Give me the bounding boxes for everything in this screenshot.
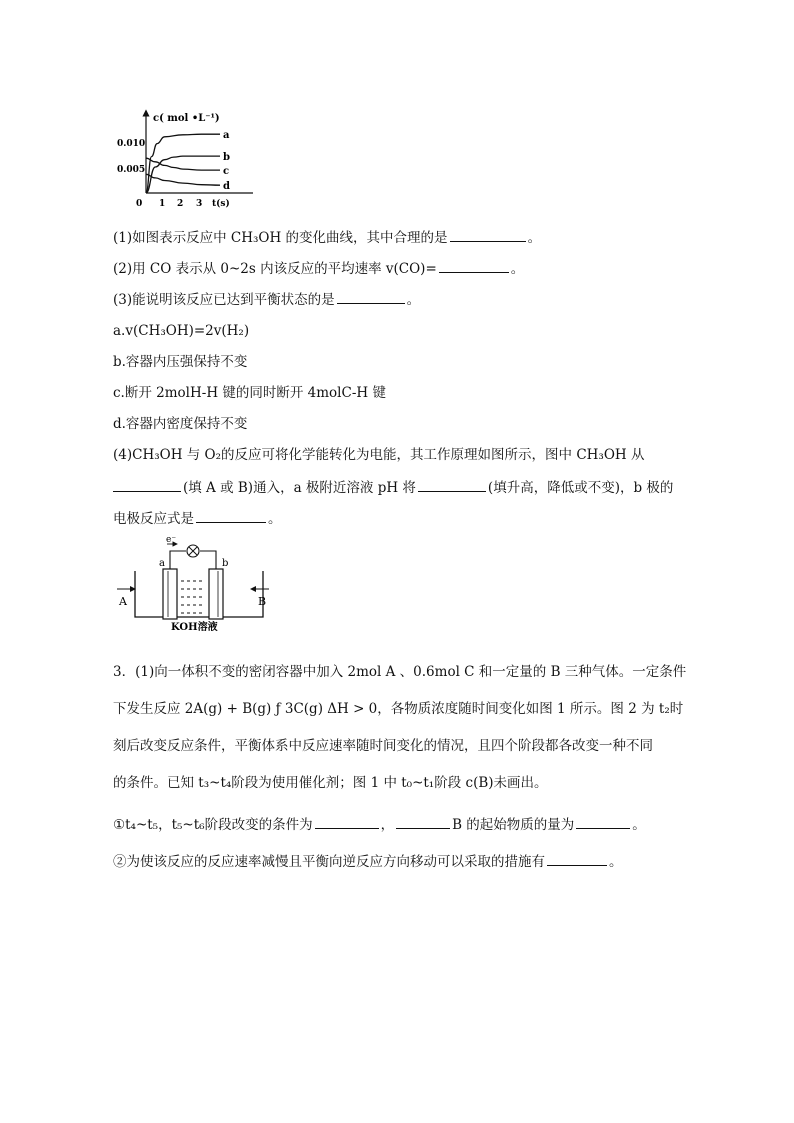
question-3: (3)能说明该反应已达到平衡状态的是 。 (113, 292, 421, 308)
y-tick-label: 0.010 (117, 139, 146, 149)
label-inlet-A: A (119, 595, 127, 608)
problem-3-line-4: 的条件。已知 t₃~t₄阶段为使用催化剂；图 1 中 t₀~t₁阶段 c(B)未画出。 (113, 775, 548, 791)
option-d: d.容器内密度保持不变 (113, 416, 248, 432)
answer-blank[interactable] (439, 259, 509, 273)
label-a: a (159, 558, 165, 569)
answer-blank[interactable] (337, 290, 405, 304)
series-line-c (146, 158, 220, 170)
answer-blank[interactable] (418, 478, 486, 492)
problem-3-line-1: 3．(1)向一体积不变的密闭容器中加入 2mol A 、0.6mol C 和一定量的 B 三种气体。一定条件 (113, 664, 687, 680)
x-tick-label: 2 (177, 199, 184, 209)
answer-blank[interactable] (576, 815, 630, 829)
electron-label: e⁻ (166, 535, 177, 545)
question-2: (2)用 CO 表示从 0~2s 内该反应的平均速率 v(CO)= 。 (113, 261, 525, 277)
answer-blank[interactable] (196, 509, 266, 523)
y-axis-label: c( mol •L⁻¹) (153, 113, 220, 124)
answer-blank[interactable] (113, 478, 181, 492)
question-1: (1)如图表示反应中 CH₃OH 的变化曲线，其中合理的是 。 (113, 230, 542, 246)
x-tick-label: 1 (159, 199, 166, 209)
question-4-line-2: (填 A 或 B)通入，a 极附近溶液 pH 将 (填升高，降低或不变)，b 极的 (113, 478, 673, 497)
problem-3-question-1: ①t₄~t₅，t₅~t₆阶段改变的条件为 ， B 的起始物质的量为 。 (113, 817, 646, 833)
series-label-a: a (223, 130, 230, 142)
x-axis-label: t(s) (212, 199, 230, 209)
concentration-time-chart (113, 105, 263, 210)
series-line-d (146, 174, 220, 185)
electrode-b (209, 569, 223, 619)
problem-3-line-2: 下发生反应 2A(g) + B(g) ƒ 3C(g) ΔH > 0，各物质浓度随时间变化如图 1 所示。图 2 为 t₂时 (113, 701, 684, 717)
answer-blank[interactable] (396, 815, 450, 829)
answer-blank[interactable] (547, 852, 607, 866)
electrode-a (163, 569, 177, 619)
label-koh: KOH溶液 (171, 622, 218, 633)
question-4-line-3: 电极反应式是 。 (113, 511, 282, 527)
answer-blank[interactable] (450, 228, 526, 242)
series-label-b: b (223, 152, 230, 164)
x-tick-label: 3 (196, 199, 203, 209)
label-b: b (222, 558, 229, 569)
x-tick-label: 0 (136, 199, 143, 209)
option-a: a.v(CH₃OH)=2v(H₂) (113, 323, 250, 339)
label-inlet-B: B (258, 595, 267, 608)
problem-3-question-2: ②为使该反应的反应速率减慢且平衡向逆反应方向移动可以采取的措施有 。 (113, 854, 623, 870)
problem-3-line-3: 刻后改变反应条件，平衡体系中反应速率随时间变化的情况，且四个阶段都各改变一种不同 (113, 738, 653, 754)
y-tick-label: 0.005 (117, 165, 146, 175)
option-c: c.断开 2molH-H 键的同时断开 4molC-H 键 (113, 385, 386, 401)
fuel-cell-diagram (113, 533, 273, 633)
series-line-a (146, 134, 220, 193)
series-label-c: c (223, 166, 230, 178)
option-b: b.容器内压强保持不变 (113, 354, 248, 370)
answer-blank[interactable] (315, 815, 379, 829)
electrolyte (181, 581, 205, 613)
cell-vessel (135, 571, 263, 617)
question-4-line-1: (4)CH₃OH 与 O₂的反应可将化学能转化为电能，其工作原理如图所示，图中 CH₃OH 从 (113, 447, 645, 463)
series-label-d: d (223, 181, 230, 193)
